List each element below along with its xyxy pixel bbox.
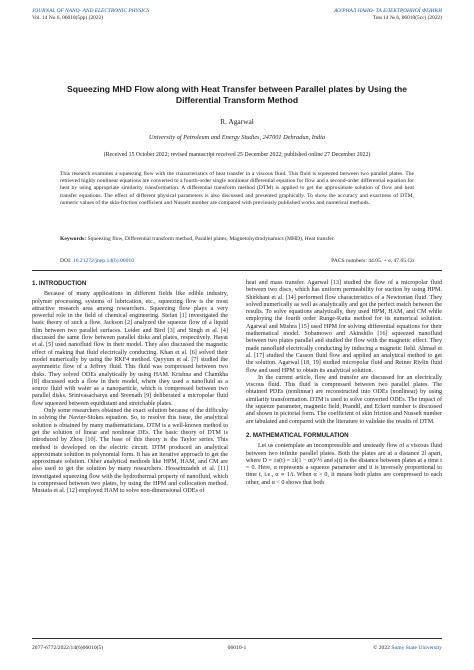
keywords-text: Squeezing flow, Differential transform method, Parallel plates, Magnetohydrodynamics (MHD), Heat transfer. [87,236,335,242]
footer-issn: 2077-6772/2022/14(6)06010(5) [32,645,104,651]
intro-paragraph-3: heat and mass transfer. Agarwal [13] studied the flow of a micropolar fluid between two discs, which has uniform permeability for suction by using HPM. Shirkhani et al. [14] performed flow characteristics of a Newtonian fluid. They solved numerically as well as analytically and got the perfect match between the results. To solve equations analytically, they used HPM, HAM, and CM while employing the fourth order Runge-Kutta method for its numerical solution. Agarwal and Mishra [15] used HPM for solving differential equations for their mathematical model. Sobamowo and Akinshilo [16] squeezed nanofluid between two plates parallel and studied the flow with the magnetic effect. They made nanofluid electrically conducting by inducing a magnetic field. Ahmad et al. [17] studied the Casson fluid flow and applied an analytical method to get the solution. Agarwal [18, 19] studied micropolar fluid and Reiner Rivlin fluid flow and used HPM to obtain its analytical solution. [246,280,442,374]
keywords-label: Keywords: [60,236,87,242]
journal-name-ua: ЖУРНАЛ НАНО- ТА ЕЛЕКТРОННОЇ ФІЗИКИ [333,8,442,14]
footer-page-number: 06010-1 [227,645,247,651]
pacs-numbers: PACS numbers: 44.05. + e, 47.65.Cb [331,258,414,264]
journal-header-left [32,8,149,22]
abstract: This research examines a squeezing flow with the characteristics of heat transfer in a viscous fluid. This fluid is squeezed between two parallel plates. The retrieved highly nonlinear equations are converted to a fourth-order single nonlinear differential equation for flow and a second-order differential equation for heat by using appropriate similarity transformation. A differential transform method (DTM) is applied to get the approximate solution of flow and heat transfer equations. The effect of different physical parameters is also discussed and presented graphically. To show the accuracy and exactness of DTM, numeric values of the skin-friction coefficient and Nusselt number are compared with previously published works and numerical methods. [60,171,414,206]
intro-paragraph-1: Because of many applications in different fields like edible industry, polymer processing, systems of lubrication, etc., squeezing flow is the most attractive research area among researchers. Squeezing flow plays a very powerful role in the field of chemical engineering. Stefan [1] investigated the basic theory of such a flow. Jackson [2] analyzed the squeeze flow of a liquid film between two parallel surfaces. Leider and Bird [3] and Singh et al. [4] discussed the same flow between parallel disks and plates, respectively. Hayat et al. [5] used nanofluid flow in their model. They also discussed the magnetic effect of making that fluid electrically conducting. Khan et al. [6] solved their model numerically by using the RKF4 method. Qayyum et al. [7] studied the asymmetric flow of a Jeffrey fluid. This fluid was compressed between two disks. They solved ODEs analytically by using HAM. Krishna and Chamkha [8] discussed such a flow in their model, where they used a nanofluid as a source fluid with water as a nanoparticle, which is compressed between two parallel disks. Srinivasacharya and Sreenath [9] deliberated a micropolar fluid flow squeezed between equidistant and stretchable plates. [32,291,228,407]
intro-paragraph-4: In the current article, flow and transfer are discussed for an electrically viscous fluid. This fluid is compressed between two parallel plates. The obtained PDEs (nonlinear) are reconstructed into ODEs (nonlinear) by using similarity transformation. DTM is used to solve converted ODEs. The impact of the squeeze parameter, magnetic field, Prandtl, and Eckert number is discussed and shown in pictorial form. The coefficient of skin friction and Nusselt number are tabulated and compared with the literature to validate the results of DTM. [246,374,442,425]
affiliation: University of Petroleum and Energy Studies, 247001 Dehradun, India [148,134,326,141]
journal-ref-en: Vol. 14 No 6, 06010(5pp) (2022) [32,15,104,21]
journal-header-right [334,8,442,22]
publisher-link[interactable]: Sumy State University [391,645,442,651]
copyright-year: © 2022 [373,645,390,651]
left-column [32,280,228,496]
footer-copyright [373,645,442,651]
footer-divider [32,638,442,639]
intro-paragraph-2: Only some researchers obtained the exact solution because of the difficulty in solving the Navier-Stokes equation. So, to resolve this issue, the analytical solution is obtained by many mathematicians. DTM is a well-known method to get the solution of linear and nonlinear DEs. The basic theory of DTM is introduced by Zhou [10]. The base of this theory is the Taylor series. This method is developed on the electric circuit. DTM produced an analytical approximate solution in polynomial form. It has an iterative approach to get the approximate solution. Other analytical methods like HPM, HAM, and CM are also used to get the solution by many researchers. Hosseinzadeh et al. [11] investigated squeezing flow with the hydrothermal property of nanofluid, which is compressed between two plates, by using the HPM and collocation method. Mustafa et al. [12] employed HAM to solve non-dimensional ODEs of [32,408,228,495]
section-divider [32,270,442,271]
doi [60,258,134,264]
journal-ref-ua: Том 14 № 6, 06010(5cc) (2022) [372,15,442,21]
intro-heading: 1. INTRODUCTION [32,280,87,287]
math-paragraph-1: Let us contemplate an incompressible and unsteady flow of a viscous fluid between two infinite parallel plates. Both the plates are at a distance 2l apart, where D = ±s(t) = ±l(1 − αt)^½ and s(t) is the distance between plates at a time t = 0. Here, α represents a squeeze parameter and it is inversely proportional to time t, i.e., α ∝ 1/t. When α > 0, it means both plates are compressed to each other, and α < 0 shows that both [246,443,442,486]
right-column [246,280,442,487]
received-dates: (Received 15 October 2022; revised manuscript received 25 December 2022; published online 27 December 2022) [103,152,371,158]
keywords [60,236,414,243]
author: R. Agarwal [220,117,254,126]
doi-label: DOI: [60,258,72,264]
paper-title: Squeezing MHD Flow along with Heat Transfer between Parallel plates by Using the Differential Transform Method [67,84,407,105]
doi-link[interactable]: 10.21272/jnep.14(6).06010 [72,258,134,264]
math-heading: 2. MATHEMATICAL FORMULATION [246,431,349,439]
journal-name-en: JOURNAL OF NANO- AND ELECTRONIC PHYSICS [32,8,150,14]
